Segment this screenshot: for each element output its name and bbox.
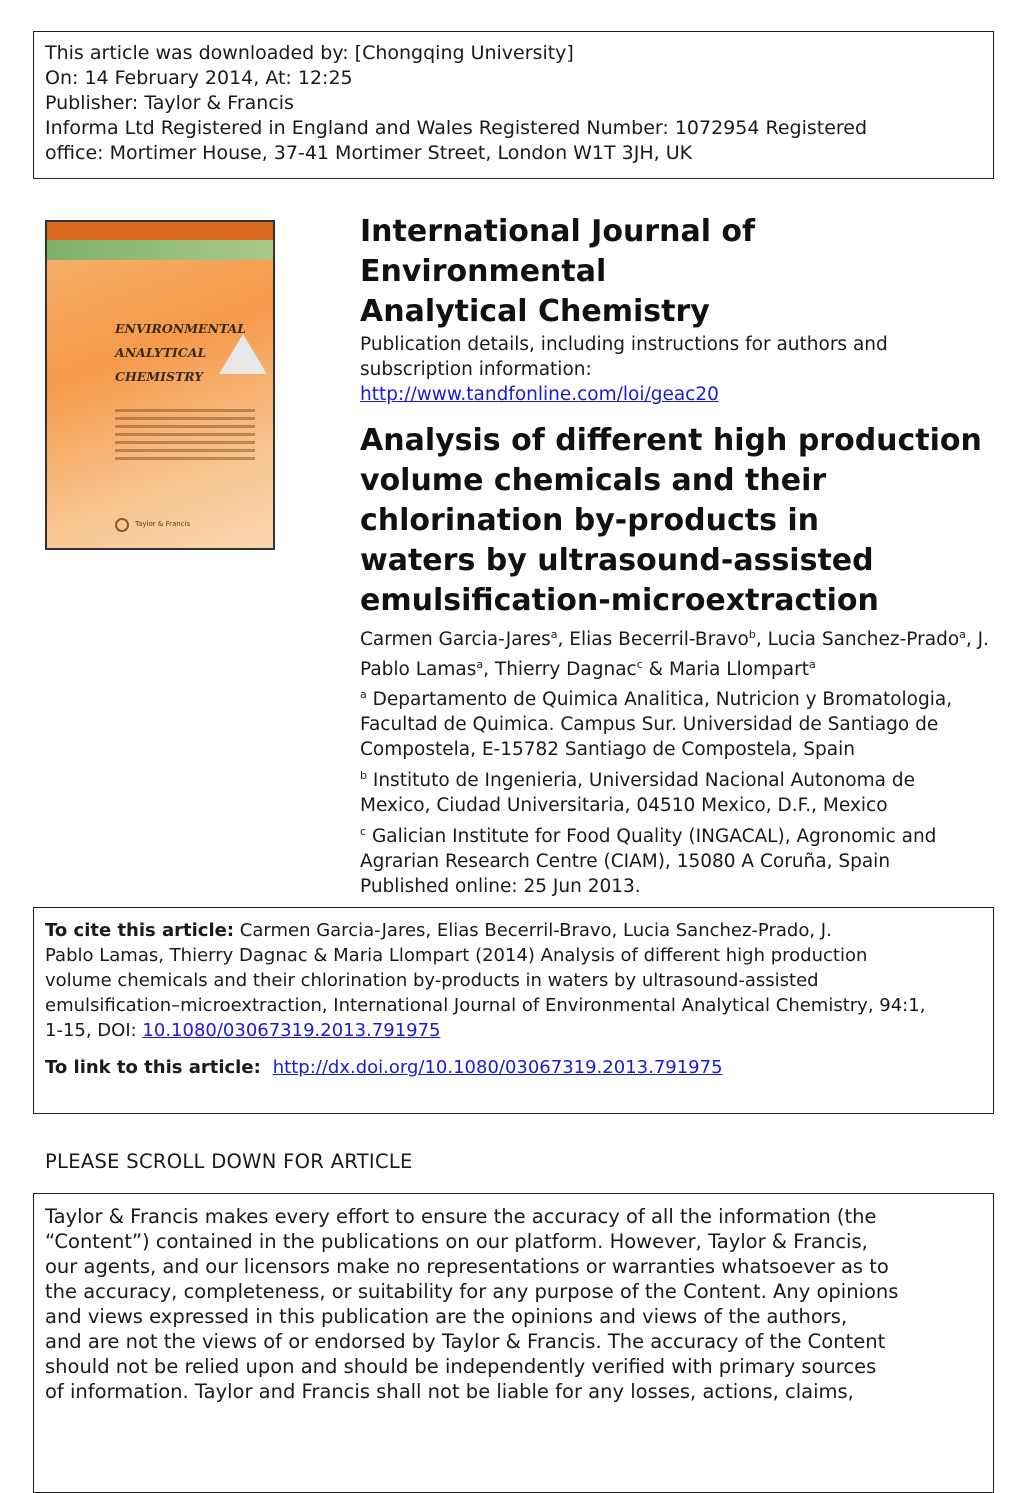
citation-box [33, 907, 994, 1114]
author-name: Thierry Dagnac [494, 659, 637, 680]
affiliation-line: Compostela, E-15782 Santiago de Compostela, Spain [360, 739, 855, 760]
published-date: Published online: 25 Jun 2013. [360, 876, 641, 897]
cover-title-line: ANALYTICAL [115, 345, 207, 360]
affiliation-line: Agrarian Research Centre (CIAM), 15080 A Coruña, Spain [360, 851, 891, 872]
details-line: subscription information: [360, 359, 592, 380]
citation-text: Pablo Lamas, Thierry Dagnac & Maria Llompart (2014) Analysis of different high production [45, 945, 868, 966]
article-link-line [45, 1055, 982, 1080]
affiliation-line: Galician Institute for Food Quality (INGACAL), Agronomic and [371, 826, 937, 847]
cover-publisher-text: Taylor & Francis [135, 520, 191, 528]
cover-title-line: ENVIRONMENTAL [115, 321, 247, 336]
citation-label: To cite this article: [45, 920, 235, 941]
citation-text: 1-15, DOI: [45, 1020, 143, 1041]
affiliation-b [360, 768, 990, 818]
affiliation-line: Instituto de Ingenieria, Universidad Nacional Autonoma de [372, 770, 915, 791]
article-metadata [360, 212, 990, 899]
journal-title-line: International Journal of Environmental [360, 214, 756, 289]
affiliation-mark: c [360, 825, 367, 838]
cover-title-line: CHEMISTRY [115, 369, 204, 384]
cover-top-band [47, 222, 273, 240]
disclaimer-line: the accuracy, completeness, or suitability for any purpose of the Content. Any opinions [45, 1280, 899, 1303]
cover-green-band [47, 240, 273, 260]
author-affiliation-mark: a [476, 658, 484, 671]
citation-block [45, 918, 982, 1043]
citation-text: Carmen Garcia-Jares, Elias Becerril-Bravo, Lucia Sanchez-Prado, J. [234, 920, 832, 941]
details-line: Publication details, including instructions for authors and [360, 334, 888, 355]
link-label: To link to this article: [45, 1057, 261, 1078]
article-title-line: emulsification-microextraction [360, 583, 879, 618]
publisher-logo-icon [115, 518, 129, 532]
author-separator: & [642, 659, 669, 680]
article-title-line: waters by ultrasound-assisted [360, 543, 874, 578]
article-title-line: Analysis of different high production [360, 423, 982, 458]
author-affiliation-mark: a [550, 628, 558, 641]
disclaimer-line: and views expressed in this publication are the opinions and views of the authors, [45, 1305, 848, 1328]
cover-text-lines [115, 404, 255, 465]
author-name: Maria Llompart [668, 659, 809, 680]
article-title [360, 421, 990, 621]
journal-cover-image [45, 220, 275, 550]
disclaimer-line: of information. Taylor and Francis shall not be liable for any losses, actions, claims, [45, 1380, 854, 1403]
article-title-line: chlorination by-products in [360, 503, 820, 538]
journal-title [360, 212, 990, 332]
author-name: Carmen Garcia-Jares [360, 629, 551, 650]
citation-text: emulsification–microextraction, International Journal of Environmental Analytical Chemistry, 94:1, [45, 995, 926, 1016]
journal-url-link[interactable]: http://www.tandfonline.com/loi/geac20 [360, 384, 719, 405]
author-name: J. Pablo Lamas [360, 629, 989, 680]
disclaimer-line: should not be relied upon and should be independently verified with primary sources [45, 1355, 877, 1378]
journal-title-line: Analytical Chemistry [360, 294, 710, 329]
author-name: Elias Becerril-Bravo [569, 629, 749, 650]
download-notice-box [33, 31, 994, 179]
download-line: Informa Ltd Registered in England and Wales Registered Number: 1072954 Registered [45, 117, 868, 139]
affiliation-c [360, 824, 990, 874]
author-separator: , [483, 659, 495, 680]
article-doi-url-link[interactable]: http://dx.doi.org/10.1080/03067319.2013.791975 [272, 1057, 723, 1078]
publication-details [360, 332, 990, 407]
disclaimer-line: Taylor & Francis makes every effort to ensure the accuracy of all the information (the [45, 1205, 877, 1228]
author-affiliation-mark: b [748, 628, 756, 641]
download-line: Publisher: Taylor & Francis [45, 92, 294, 114]
disclaimer-line: our agents, and our licensors make no representations or warranties whatsoever as to [45, 1255, 889, 1278]
download-line: On: 14 February 2014, At: 12:25 [45, 67, 353, 89]
affiliation-mark: a [360, 688, 367, 701]
download-line: office: Mortimer House, 37-41 Mortimer Street, London W1T 3JH, UK [45, 142, 693, 164]
author-affiliation-mark: c [636, 658, 643, 671]
author-name: Lucia Sanchez-Prado [767, 629, 960, 650]
affiliation-a [360, 687, 990, 762]
triangle-emblem-icon [219, 334, 267, 374]
disclaimer-box [33, 1193, 994, 1493]
author-separator: , [965, 629, 978, 650]
scroll-down-note: PLEASE SCROLL DOWN FOR ARTICLE [45, 1150, 413, 1173]
article-title-line: volume chemicals and their [360, 463, 827, 498]
disclaimer-line: “Content”) contained in the publications on our platform. However, Taylor & Francis, [45, 1230, 868, 1253]
author-list [360, 625, 990, 685]
affiliation-line: Facultad de Quimica. Campus Sur. Universidad de Santiago de [360, 714, 939, 735]
author-affiliation-mark: a [808, 658, 816, 671]
affiliation-line: Departamento de Quimica Analitica, Nutricion y Bromatologia, [372, 689, 953, 710]
download-line: This article was downloaded by: [Chongqing University] [45, 42, 574, 64]
affiliation-mark: b [360, 769, 367, 782]
citation-text: volume chemicals and their chlorination by-products in waters by ultrasound-assisted [45, 970, 819, 991]
disclaimer-line: and are not the views of or endorsed by Taylor & Francis. The accuracy of the Content [45, 1330, 886, 1353]
author-separator: , [557, 629, 570, 650]
author-affiliation-mark: a [959, 628, 966, 641]
doi-link[interactable]: 10.1080/03067319.2013.791975 [142, 1020, 441, 1041]
author-separator: , [755, 629, 768, 650]
affiliation-line: Mexico, Ciudad Universitaria, 04510 Mexico, D.F., Mexico [360, 795, 888, 816]
